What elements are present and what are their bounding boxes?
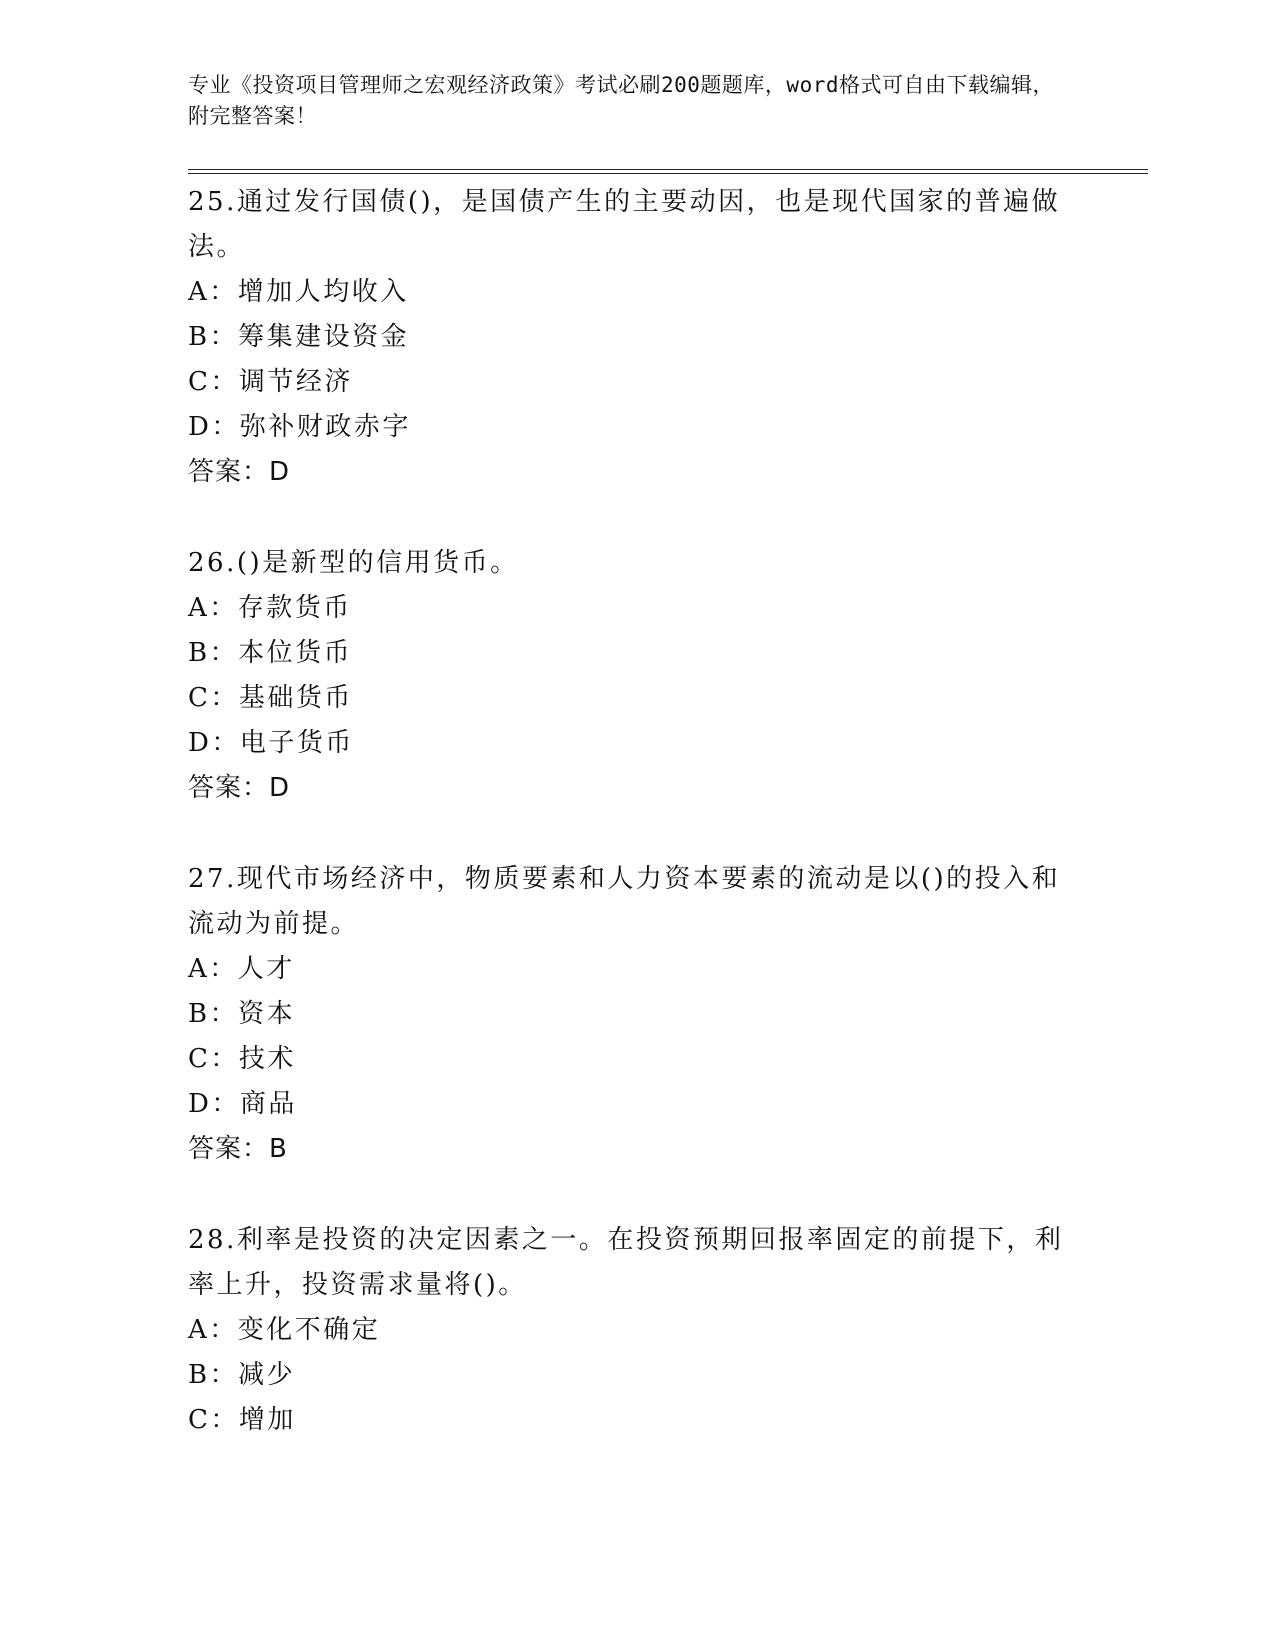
question-text: 26.()是新型的信用货币。: [188, 548, 519, 578]
option-c: C：增加: [188, 1405, 296, 1435]
question-27: [188, 857, 1148, 1172]
option-c: C：基础货币: [188, 683, 353, 713]
answer-line: 答案：B: [188, 1134, 288, 1164]
option-d: D：商品: [188, 1089, 297, 1119]
option-c: C：技术: [188, 1044, 296, 1074]
question-text: 25.通过发行国债()，是国债产生的主要动因，也是现代国家的普遍做法。: [188, 187, 1061, 262]
question-28: [188, 1218, 1148, 1443]
header-note: 专业《投资项目管理师之宏观经济政策》考试必刷200题题库，word格式可自由下载编辑，附完整答案！: [188, 73, 1054, 128]
document-page: [188, 70, 1148, 1489]
option-c: C：调节经济: [188, 367, 353, 397]
option-d: D：电子货币: [188, 728, 354, 758]
option-b: B：减少: [188, 1360, 296, 1390]
question-26: [188, 541, 1148, 811]
question-text: 28.利率是投资的决定因素之一。在投资预期回报率固定的前提下，利率上升，投资需求量将()。: [188, 1225, 1064, 1300]
question-list: [188, 180, 1148, 1443]
header-divider: [188, 169, 1148, 174]
option-b: B：资本: [188, 999, 296, 1029]
option-a: A：存款货币: [188, 593, 352, 623]
option-b: B：本位货币: [188, 638, 353, 668]
question-25: [188, 180, 1148, 495]
option-b: B：筹集建设资金: [188, 322, 410, 352]
answer-line: 答案：D: [188, 773, 291, 803]
answer-line: 答案：D: [188, 457, 291, 487]
option-a: A：人才: [188, 954, 295, 984]
option-d: D：弥补财政赤字: [188, 412, 411, 442]
question-text: 27.现代市场经济中，物质要素和人力资本要素的流动是以()的投入和流动为前提。: [188, 864, 1061, 939]
option-a: A：增加人均收入: [188, 277, 409, 307]
option-a: A：变化不确定: [188, 1315, 381, 1345]
